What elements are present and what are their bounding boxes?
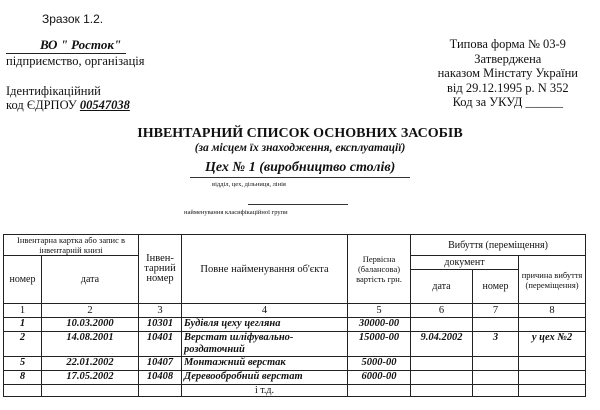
cell-name: Монтажний верстак: [182, 357, 348, 371]
cell-number: 1: [4, 318, 42, 332]
cell-cost: 5000-00: [348, 357, 411, 371]
cell-date: 10.03.2000: [42, 318, 139, 332]
form-line: наказом Мінстату України: [437, 66, 578, 81]
form-line: Типова форма № 03-9: [449, 37, 566, 51]
cell-doc-number: [473, 357, 519, 371]
cell-cost: 30000-00: [348, 318, 411, 332]
cell-inv-number: 10408: [139, 371, 182, 385]
header-date: дата: [42, 256, 139, 304]
department-underline: [190, 177, 410, 178]
edrpou-label: код ЄДРПОУ: [6, 98, 80, 112]
cell-name: Деревообробний верстат: [182, 371, 348, 385]
column-number: 4: [182, 304, 348, 318]
form-line: від 29.12.1995 р. N 352: [446, 80, 569, 95]
table-row: [4, 332, 586, 357]
department-name: Цех № 1 (виробництво столів): [205, 160, 396, 175]
identification-label: Ідентифікаційний: [6, 84, 101, 98]
cell-doc-number: [473, 318, 519, 332]
header-full-name: Повне найменування об'єкта: [182, 235, 348, 304]
edrpou-code-line: [6, 98, 130, 113]
column-number: 5: [348, 304, 411, 318]
cell-reason: у цех №2: [519, 332, 586, 357]
header-doc-number: номер: [473, 270, 519, 304]
cell-doc-date: 9.04.2002: [411, 332, 473, 357]
header-initial-cost: Первісна (балансова) вартість грн.: [348, 235, 411, 304]
group-caption: найменування класифікаційної групи: [184, 209, 288, 216]
cell-date: 17.05.2002: [42, 371, 139, 385]
column-number: 7: [473, 304, 519, 318]
cell-reason: [519, 371, 586, 385]
form-approval-block: [438, 37, 578, 110]
form-line: Затверджена: [474, 51, 542, 66]
column-number: 8: [519, 304, 586, 318]
cell-cost: 15000-00: [348, 332, 411, 357]
form-line: Код за УКУД ______: [452, 95, 563, 110]
edrpou-code: 00547038: [79, 98, 130, 112]
cell-doc-number: [473, 371, 519, 385]
header-document: документ: [411, 256, 519, 270]
column-number: 2: [42, 304, 139, 318]
cell-inv-number: 10407: [139, 357, 182, 371]
organization-caption: підприємство, організація: [6, 54, 145, 68]
cell-number: 2: [4, 332, 42, 357]
cell-cost: 6000-00: [348, 371, 411, 385]
table-row: [4, 357, 586, 371]
header-number: номер: [4, 256, 42, 304]
cell-reason: [519, 357, 586, 371]
cell-name: Будівля цеху цегляна: [182, 318, 348, 332]
header-reason: причина вибуття (переміщення): [519, 256, 586, 304]
form-sample-label: Зразок 1.2.: [42, 12, 104, 26]
cell-doc-date: [411, 371, 473, 385]
cell-doc-number: 3: [473, 332, 519, 357]
table-row: [4, 371, 586, 385]
cell-inv-number: 10301: [139, 318, 182, 332]
department-caption: відділ, цех, дільниця, лінія: [212, 181, 286, 188]
document-subtitle: (за місцем їх знаходження, експлуатації): [194, 142, 406, 154]
column-number: 6: [411, 304, 473, 318]
cell-reason: [519, 318, 586, 332]
header-disposal-group: Вибуття (переміщення): [411, 235, 586, 256]
cell-doc-date: [411, 357, 473, 371]
cell-number: 5: [4, 357, 42, 371]
document-title: ІНВЕНТАРНИЙ СПИСОК ОСНОВНИХ ЗАСОБІВ: [137, 126, 463, 141]
cell-name: Верстат шліфувально-роздаточний: [182, 332, 348, 357]
header-doc-date: дата: [411, 270, 473, 304]
cell-number: 8: [4, 371, 42, 385]
cell-inv-number: 10401: [139, 332, 182, 357]
column-number: 1: [4, 304, 42, 318]
table-continuation: і т.д.: [182, 385, 348, 397]
header-inv-number: Інвен-тарний номер: [139, 235, 182, 304]
organization-name: ВО " Росток": [40, 37, 122, 52]
cell-doc-date: [411, 318, 473, 332]
table-row: [4, 318, 586, 332]
header-card-group: Інвентарна картка або запис в інвентарній книзі: [4, 235, 139, 256]
inventory-table: [3, 234, 586, 397]
cell-date: 14.08.2001: [42, 332, 139, 357]
cell-date: 22.01.2002: [42, 357, 139, 371]
group-underline: [248, 204, 348, 205]
column-number: 3: [139, 304, 182, 318]
